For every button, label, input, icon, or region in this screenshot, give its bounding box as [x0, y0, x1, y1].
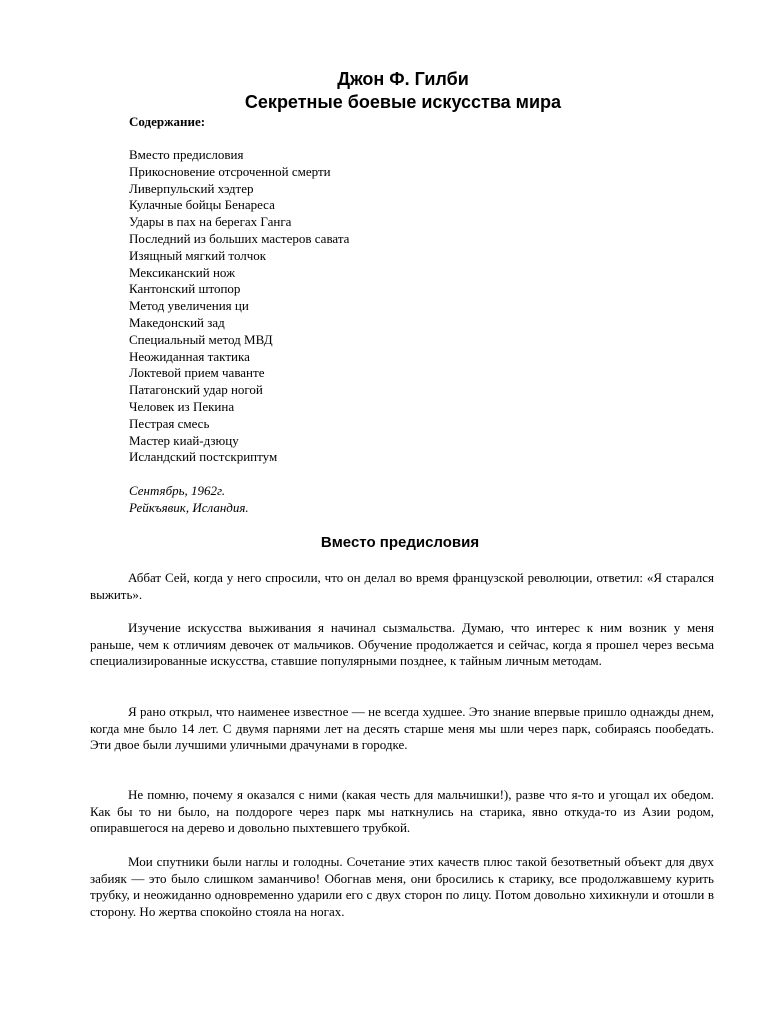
toc-item: Кулачные бойцы Бенареса — [129, 197, 275, 213]
toc-item: Человек из Пекина — [129, 398, 235, 414]
toc-item: Мастер киай-дзюцу — [129, 432, 239, 448]
paragraph: Я рано открыл, что наименее известное — не всегда худшее. Это знание впервые пришло однажды днем, когда мне было 14 лет. С двумя парнями лет на десять старше меня мы шли через парк, собираясь пообедать. Эти двое были лучшими уличными драчунами в городке. — [90, 704, 714, 752]
toc-item: Исландский постскриптум — [129, 449, 278, 465]
toc-item: Метод увеличения ци — [129, 298, 249, 314]
toc-item: Локтевой прием чаванте — [129, 365, 265, 381]
toc-item: Удары в пах на берегах Ганга — [129, 214, 292, 230]
toc-item: Последний из больших мастеров савата — [129, 230, 350, 246]
section-heading: Вместо предисловия — [320, 534, 480, 551]
toc-heading: Содержание: — [129, 114, 206, 129]
author-name: Джон Ф. Гилби — [337, 69, 469, 89]
paragraph: Изучение искусства выживания я начинал сызмальства. Думаю, что интерес к ним возник у меня раньше, чем к отличиям девочек от мальчиков. Обучение продолжается и сейчас, когда я прошел через весьма специализированные искусства, ставшие популярными позднее, к тайным личным методам. — [90, 620, 714, 668]
book-title: Секретные боевые искусства мира — [244, 92, 562, 112]
dateline-place: Рейкъявик, Исландия. — [129, 499, 249, 515]
toc-item: Прикосновение отсроченной смерти — [129, 163, 331, 179]
dateline — [129, 483, 249, 516]
paragraph: Аббат Сей, когда у него спросили, что он делал во время французской революции, ответил: «Я старался выжить». — [90, 570, 714, 602]
toc-item: Ливерпульский хэдтер — [129, 180, 254, 196]
toc-item: Неожиданная тактика — [129, 348, 250, 364]
table-of-contents — [129, 147, 349, 466]
toc-item: Патагонский удар ногой — [129, 382, 263, 398]
paragraph: Не помню, почему я оказался с ними (какая честь для мальчишки!), разве что я-то и угощал их обедом. Как бы то ни было, на полдороге через парк мы наткнулись на старика, явно откуда-то из Азии родом, опиравшегося на дерево и довольно пыхтевшего трубкой. — [90, 787, 714, 835]
toc-item: Изящный мягкий толчок — [129, 247, 267, 263]
toc-item: Кантонский штопор — [129, 281, 241, 297]
toc-item: Мексиканский нож — [129, 264, 236, 280]
toc-item: Вместо предисловия — [129, 147, 244, 162]
toc-item: Специальный метод МВД — [129, 331, 273, 347]
dateline-date: Сентябрь, 1962г. — [129, 483, 226, 498]
paragraph: Мои спутники были наглы и голодны. Сочетание этих качеств плюс такой безответный объект для двух забияк — это было слишком заманчиво! Обогнав меня, они бросились к старику, все продолжавшему курить трубку, и неожиданно одновременно ударили его с двух сторон по лицу. Потом довольно хихикнули и отошли в сторону. Но жертва спокойно стояла на ногах. — [90, 854, 714, 919]
toc-item: Пестрая смесь — [129, 415, 210, 431]
toc-item: Македонский зад — [129, 314, 225, 330]
